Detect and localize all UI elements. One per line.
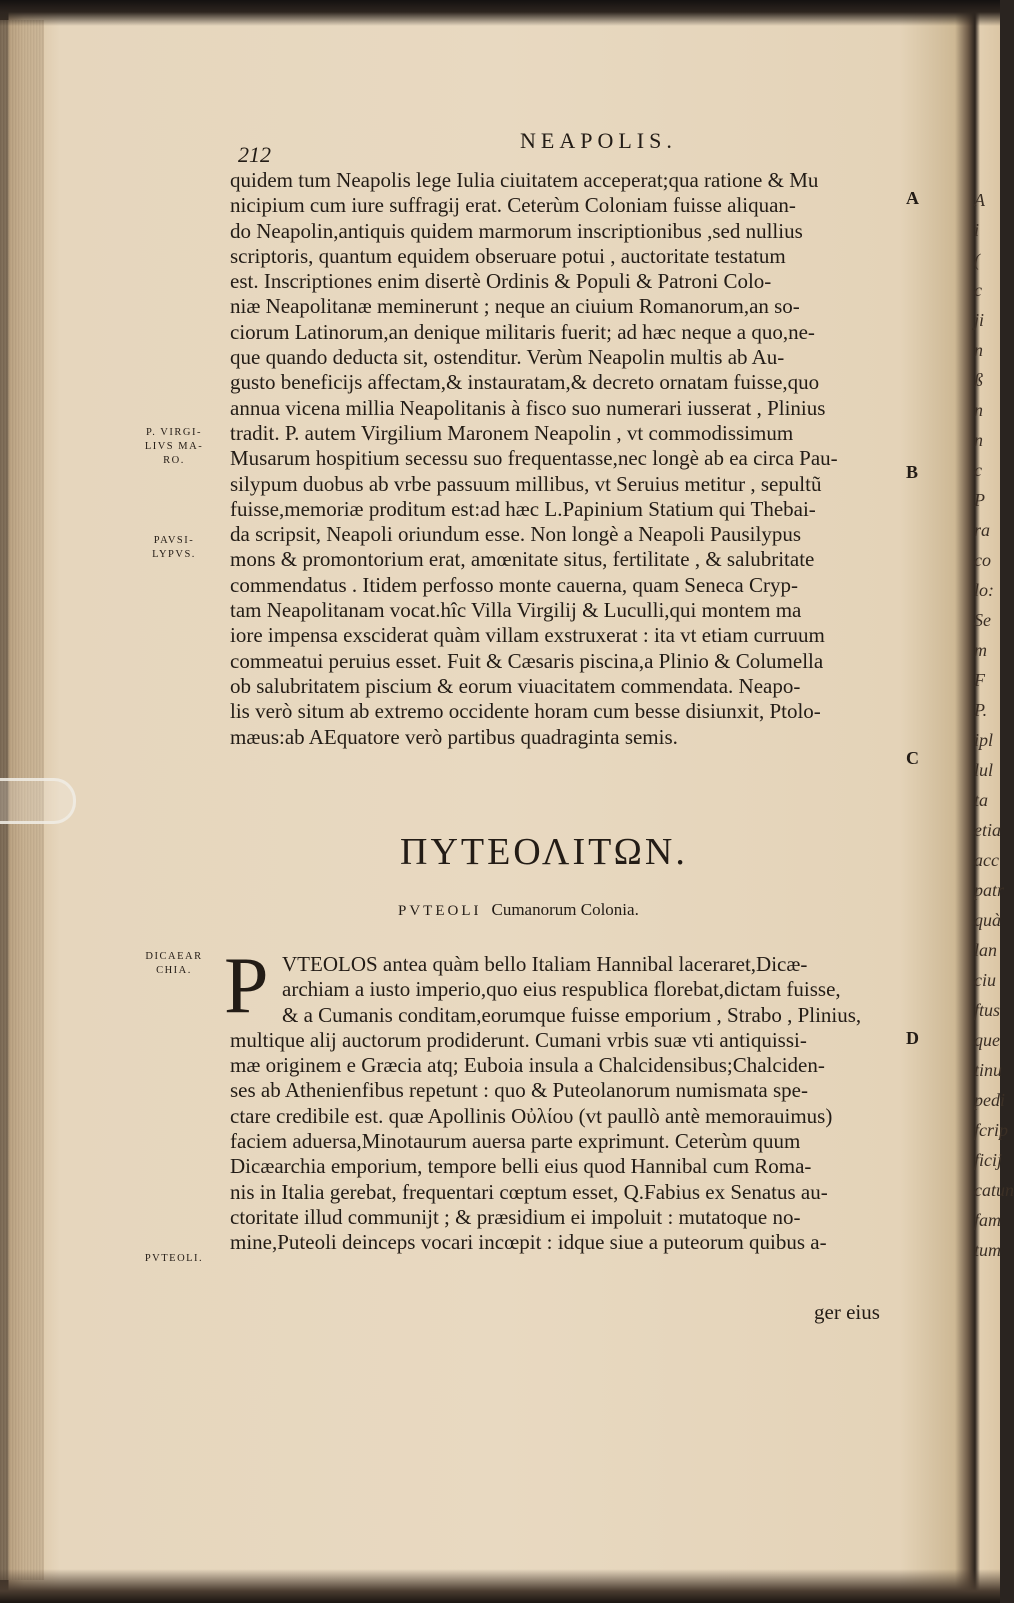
- adjacent-page-fragment: catun: [974, 1180, 1014, 1200]
- margin-note-line: P. VIRGI-: [146, 427, 202, 438]
- text-line: VTEOLOS antea quàm bello Italiam Hannibal laceraret,Dicæ-: [282, 952, 808, 976]
- text-page: [130, 110, 930, 1510]
- text-line: commeatui peruius esset. Fuit & Cæsaris piscina,a Plinio & Columella: [230, 648, 824, 673]
- text-line: mæ originem e Græcia atq; Euboia insula a Chalcidensibus;Chalciden-: [230, 1053, 825, 1078]
- adjacent-page-fragment: m: [974, 640, 987, 660]
- adjacent-page-fragment: ra: [974, 520, 991, 540]
- top-shadow: [0, 0, 1000, 26]
- adjacent-page-fragment: Se: [974, 610, 991, 630]
- adjacent-page-fragment: lul: [974, 760, 994, 780]
- adjacent-page-fragment: que: [974, 1030, 1000, 1050]
- text-line: faciem aduersa,Minotaurum auersa parte exprimunt. Ceterùm quum: [230, 1129, 801, 1154]
- adjacent-page-fragment: fcrip: [974, 1120, 1008, 1140]
- adjacent-page-fragment: n: [974, 430, 983, 450]
- adjacent-page-fragment: P: [974, 490, 985, 510]
- text-line: quidem tum Neapolis lege Iulia ciuitatem acceperat;qua ratione & Mu: [230, 168, 819, 192]
- text-line: que quando deducta sit, ostenditur. Verùm Neapolin multis ab Au-: [230, 345, 785, 370]
- text-line: nis in Italia gerebat, frequentari cœptum esset, Q.Fabius ex Senatus au-: [230, 1179, 828, 1204]
- adjacent-page-fragment: A: [974, 190, 985, 210]
- margin-note-line: PAVSI-: [153, 535, 195, 546]
- text-line: gusto beneficijs affectam,& instauratam,& decreto ornatam fuisse,quo: [230, 370, 820, 395]
- text-line: Musarum hospitium secessu suo frequentasse,nec longè ab ea circa Pau-: [230, 446, 838, 471]
- adjacent-page-fragment: tinu: [974, 1060, 1003, 1080]
- text-line: do Neapolin,antiquis quidem marmorum inscriptionibus ,sed nullius: [230, 218, 803, 243]
- section-letter-b: B: [906, 462, 919, 482]
- text-line: est. Inscriptiones enim disertè Ordinis & Populi & Patroni Colo-: [230, 269, 772, 294]
- text-line: fuisse,memoriæ proditum est:ad hæc L.Papinium Statium qui Thebai-: [230, 496, 816, 521]
- margin-note-line: CHIA.: [156, 965, 192, 976]
- text-line: mæus:ab AEquatore verò partibus quadraginta semis.: [230, 724, 678, 749]
- adjacent-page-fragment: acc: [974, 850, 999, 870]
- text-line: commendatus . Itidem perfosso monte cauerna, quam Seneca Cryp-: [230, 572, 798, 597]
- adjacent-page-fragment: lo:: [974, 580, 994, 600]
- adjacent-page-fragment: etia: [974, 820, 1001, 840]
- text-line: archiam a iusto imperio,quo eius respublica florebat,dictam fuisse,: [282, 977, 841, 1002]
- adjacent-page-fragment: c: [974, 460, 982, 480]
- margin-note-line: LYPVS.: [152, 549, 196, 560]
- neapolis-body-text: [230, 168, 902, 750]
- adjacent-page-fragment: ta: [974, 790, 989, 810]
- adjacent-page-fragment: lan: [974, 940, 998, 960]
- adjacent-page-fragment: tum: [974, 1240, 1001, 1260]
- adjacent-page-fragment: pedi: [974, 1090, 1005, 1110]
- text-line: Dicæarchia emporium, tempore belli eius quod Hannibal cum Roma-: [230, 1154, 812, 1179]
- text-line: mine,Puteoli deinceps vocari incœpit : idque siue a puteorum quibus a-: [230, 1230, 827, 1255]
- puteoli-body-text: [230, 952, 902, 1256]
- text-line: iore impensa exsciderat quàm villam exstruxerat : ita vt etiam curruum: [230, 623, 825, 648]
- text-line: ses ab Athenienfibus repetunt : quo & Puteolanorum numismata spe-: [230, 1078, 808, 1103]
- text-line: ctare credibile est. quæ Apollinis Οὐλίου (vt paullò antè memorauimus): [230, 1103, 833, 1128]
- adjacent-page-fragment: F: [974, 670, 985, 690]
- bottom-shadow: [0, 1569, 1000, 1603]
- text-line: da scripsit, Neapoli oriundum esse. Non longè a Neapoli Pausilypus: [230, 522, 801, 547]
- adjacent-page-fragment: ß: [974, 370, 983, 390]
- margin-note-dicaearchia: [130, 950, 218, 978]
- margin-note-virgilius: [130, 426, 218, 468]
- catchword: ger eius: [814, 1300, 880, 1324]
- margin-note-line: DICAEAR: [145, 951, 203, 962]
- text-line: & a Cumanis conditam,eorumque fuisse emporium , Strabo , Plinius,: [282, 1002, 862, 1027]
- text-line: scriptoris, quantum equidem obseruare potui , auctoritate testatum: [230, 243, 786, 268]
- margin-note-puteoli: [130, 1252, 218, 1266]
- adjacent-page-fragment: ipl: [974, 730, 994, 750]
- subtitle-smallcaps: PVTEOLI: [398, 903, 482, 919]
- adjacent-page-fragment: ftus: [974, 1000, 1001, 1020]
- adjacent-page-fragment: (: [974, 250, 980, 270]
- adjacent-page-fragment: n: [974, 400, 983, 420]
- text-line: annua vicena millia Neapolitanis à fisco suo numerari iusserat , Plinius: [230, 395, 826, 420]
- margin-note-pausilypus: [130, 534, 218, 562]
- adjacent-page-fragment: i: [974, 220, 980, 240]
- adjacent-page-fragment: ciu: [974, 970, 996, 990]
- section-letter-a: A: [906, 188, 919, 208]
- running-head: NEAPOLIS.: [520, 128, 677, 153]
- section-letter-d: D: [906, 1028, 919, 1048]
- adjacent-page-fragment: ficij: [974, 1150, 1002, 1170]
- adjacent-page-fragment: co: [974, 550, 991, 570]
- subtitle-rest: Cumanorum Colonia.: [491, 900, 639, 919]
- margin-note-line: PVTEOLI.: [144, 1253, 204, 1264]
- adjacent-page-fragment: n: [974, 340, 983, 360]
- adjacent-page-fragment: fam: [974, 1210, 1001, 1230]
- adjacent-page-fragment: patr: [974, 880, 1005, 900]
- text-line: nicipium cum iure suffragij erat. Ceterùm Coloniam fuisse aliquan-: [230, 193, 796, 218]
- page-clip: [0, 778, 76, 824]
- text-line: ciorum Latinorum,an denique militaris fuerit; ad hæc neque a quo,ne-: [230, 319, 815, 344]
- drop-cap: P: [224, 942, 269, 1030]
- text-line: ctoritate illud communijt ; & præsidium ei impoluit : mutatoque no-: [230, 1204, 801, 1229]
- text-line: mons & promontorium erat, amœnitate situs, fertilitate , & salubritate: [230, 547, 815, 572]
- section-greek-title: ΠΥΤΕΟΛΙΤΩΝ.: [400, 831, 688, 873]
- text-line: niæ Neapolitanæ meminerunt ; neque an ciuium Romanorum,an so-: [230, 294, 800, 319]
- text-line: lis verò situm ab extremo occidente horam cum besse disiunxit, Ptolo-: [230, 699, 821, 724]
- text-line: multique alij auctorum prodiderunt. Cumani vrbis suæ vti antiquissi-: [230, 1027, 807, 1052]
- adjacent-page-edge: [968, 60, 1014, 1560]
- page-number: 212: [238, 142, 271, 167]
- section-subtitle: [398, 900, 639, 920]
- adjacent-page-fragment: c: [974, 280, 982, 300]
- text-line: ob salubritatem piscium & eorum viuacitatem commendata. Neapo-: [230, 673, 801, 698]
- section-letter-c: C: [906, 748, 919, 768]
- adjacent-page-fragment: P.: [974, 700, 988, 720]
- adjacent-page-fragment: ji: [974, 310, 985, 330]
- adjacent-page-fragment: quà: [974, 910, 1001, 930]
- margin-note-line: RO.: [163, 455, 185, 466]
- margin-note-line: LIVS MA-: [144, 441, 204, 452]
- text-line: tradit. P. autem Virgilium Maronem Neapolin , vt commodissimum: [230, 420, 794, 445]
- text-line: silypum duobus ab vrbe passuum millibus, vt Seruius metitur , sepultũ: [230, 471, 822, 496]
- text-line: tam Neapolitanam vocat.hîc Villa Virgilij & Luculli,qui montem ma: [230, 598, 802, 623]
